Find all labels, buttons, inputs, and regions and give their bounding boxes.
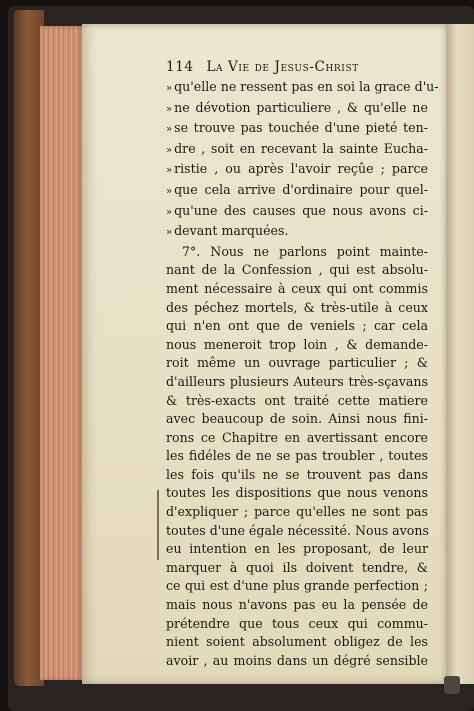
text-line [166,559,428,578]
text-line [166,373,428,392]
line-text: ce qui est d'une plus grande perfection ; [166,578,428,594]
line-text: toutes d'une égale nécessité. Nous avons [166,522,429,538]
line-text: avec beaucoup de soin. Ainsi nous fini- [166,411,428,427]
quote-mark: » [166,83,173,94]
facing-page-edge [446,24,474,684]
quote-mark: » [166,185,173,197]
quote-mark: » [166,144,173,156]
text-line [166,596,428,615]
line-text: & très-exacts ont traité cette matiere [166,392,428,408]
line-text: toutes les dispositions que nous venons [166,485,428,501]
text-line [166,540,428,559]
text-line [166,447,428,466]
quote-mark: » [166,227,173,239]
line-text: 7°. Nous ne parlons point mainte- [182,243,428,259]
text-line [166,140,428,161]
line-text: nient soient absolument obligez de les [166,634,428,650]
text-line [166,522,428,541]
text-line [166,410,428,429]
line-text: avoir , au moins dans un dégré sensible [166,652,428,668]
text-line [166,577,428,596]
page-edges [40,26,84,680]
line-text: qui n'en ont que de veniels ; car cela [166,318,428,334]
page-text [166,58,439,670]
line-text: ment nécessaire à ceux qui ont commis [166,280,428,296]
text-line [166,280,428,299]
text-line [166,160,428,181]
line-text: mais nous n'avons pas eu la pensée de [166,597,428,613]
text-line [166,354,428,373]
quote-mark: » [166,165,173,177]
text-line [166,633,428,652]
line-text: eu intention en les proposant, de leur [166,541,428,557]
line-text: marquer à quoi ils doivent tendre, & [166,559,428,575]
margin-mark [157,490,159,560]
text-line [166,484,428,503]
quote-mark: » [166,206,173,218]
quote-mark: » [166,103,173,115]
line-text: qu'elle ne ressent pas en soi la grace d'u- [174,79,439,94]
line-text: rons ce Chapitre en avertissant encore [166,429,428,445]
text-line [166,392,428,411]
text-line [166,503,428,522]
text-line [166,243,428,262]
text-line [166,202,428,223]
line-text: que cela arrive d'ordinaire pour quel- [174,181,428,197]
text-line [166,78,439,99]
text-line [166,261,428,280]
line-text: les fois qu'ils ne se trouvent pas dans [166,466,428,482]
line-text: des péchez mortels, & très-utile à ceux [166,299,428,315]
line-text: dre , soit en recevant la sainte Eucha- [174,140,428,156]
line-text: prétendre que tous ceux qui commu- [166,615,428,631]
running-header [166,58,428,78]
text-line [166,652,428,671]
line-text: les fidéles de ne se pas troubler , toutes [166,448,428,464]
line-text: ne dévotion particuliere , & qu'elle ne [174,99,428,115]
line-text: se trouve pas touchée d'une pieté ten- [174,120,428,136]
text-line [166,299,428,318]
text-line [166,99,428,120]
line-text: ristie , ou après l'avoir reçûe ; parce [174,161,428,177]
line-text: roit même un ouvrage particulier ; & [166,355,428,371]
text-line [166,119,428,140]
line-text: nant de la Confession , qui est absolu- [166,262,428,278]
line-text: devant marquées. [174,223,289,239]
text-line [166,429,428,448]
running-title: La Vie de Jesus-Christ [206,59,359,75]
text-line [166,615,428,634]
page-number: 114 [166,59,194,75]
body-text [166,78,439,670]
text-line [166,222,428,243]
text-line [166,181,428,202]
text-line [166,466,428,485]
text-line [166,317,428,336]
line-text: qu'une des causes que nous avons ci- [174,202,428,218]
text-line [166,336,428,355]
page-clip [444,676,460,694]
line-text: d'ailleurs plusieurs Auteurs très-sçavans [166,373,428,389]
quote-mark: » [166,124,173,136]
line-text: d'expliquer ; parce qu'elles ne sont pas [166,504,428,520]
line-text: nous meneroit trop loin , & demande- [166,336,428,352]
